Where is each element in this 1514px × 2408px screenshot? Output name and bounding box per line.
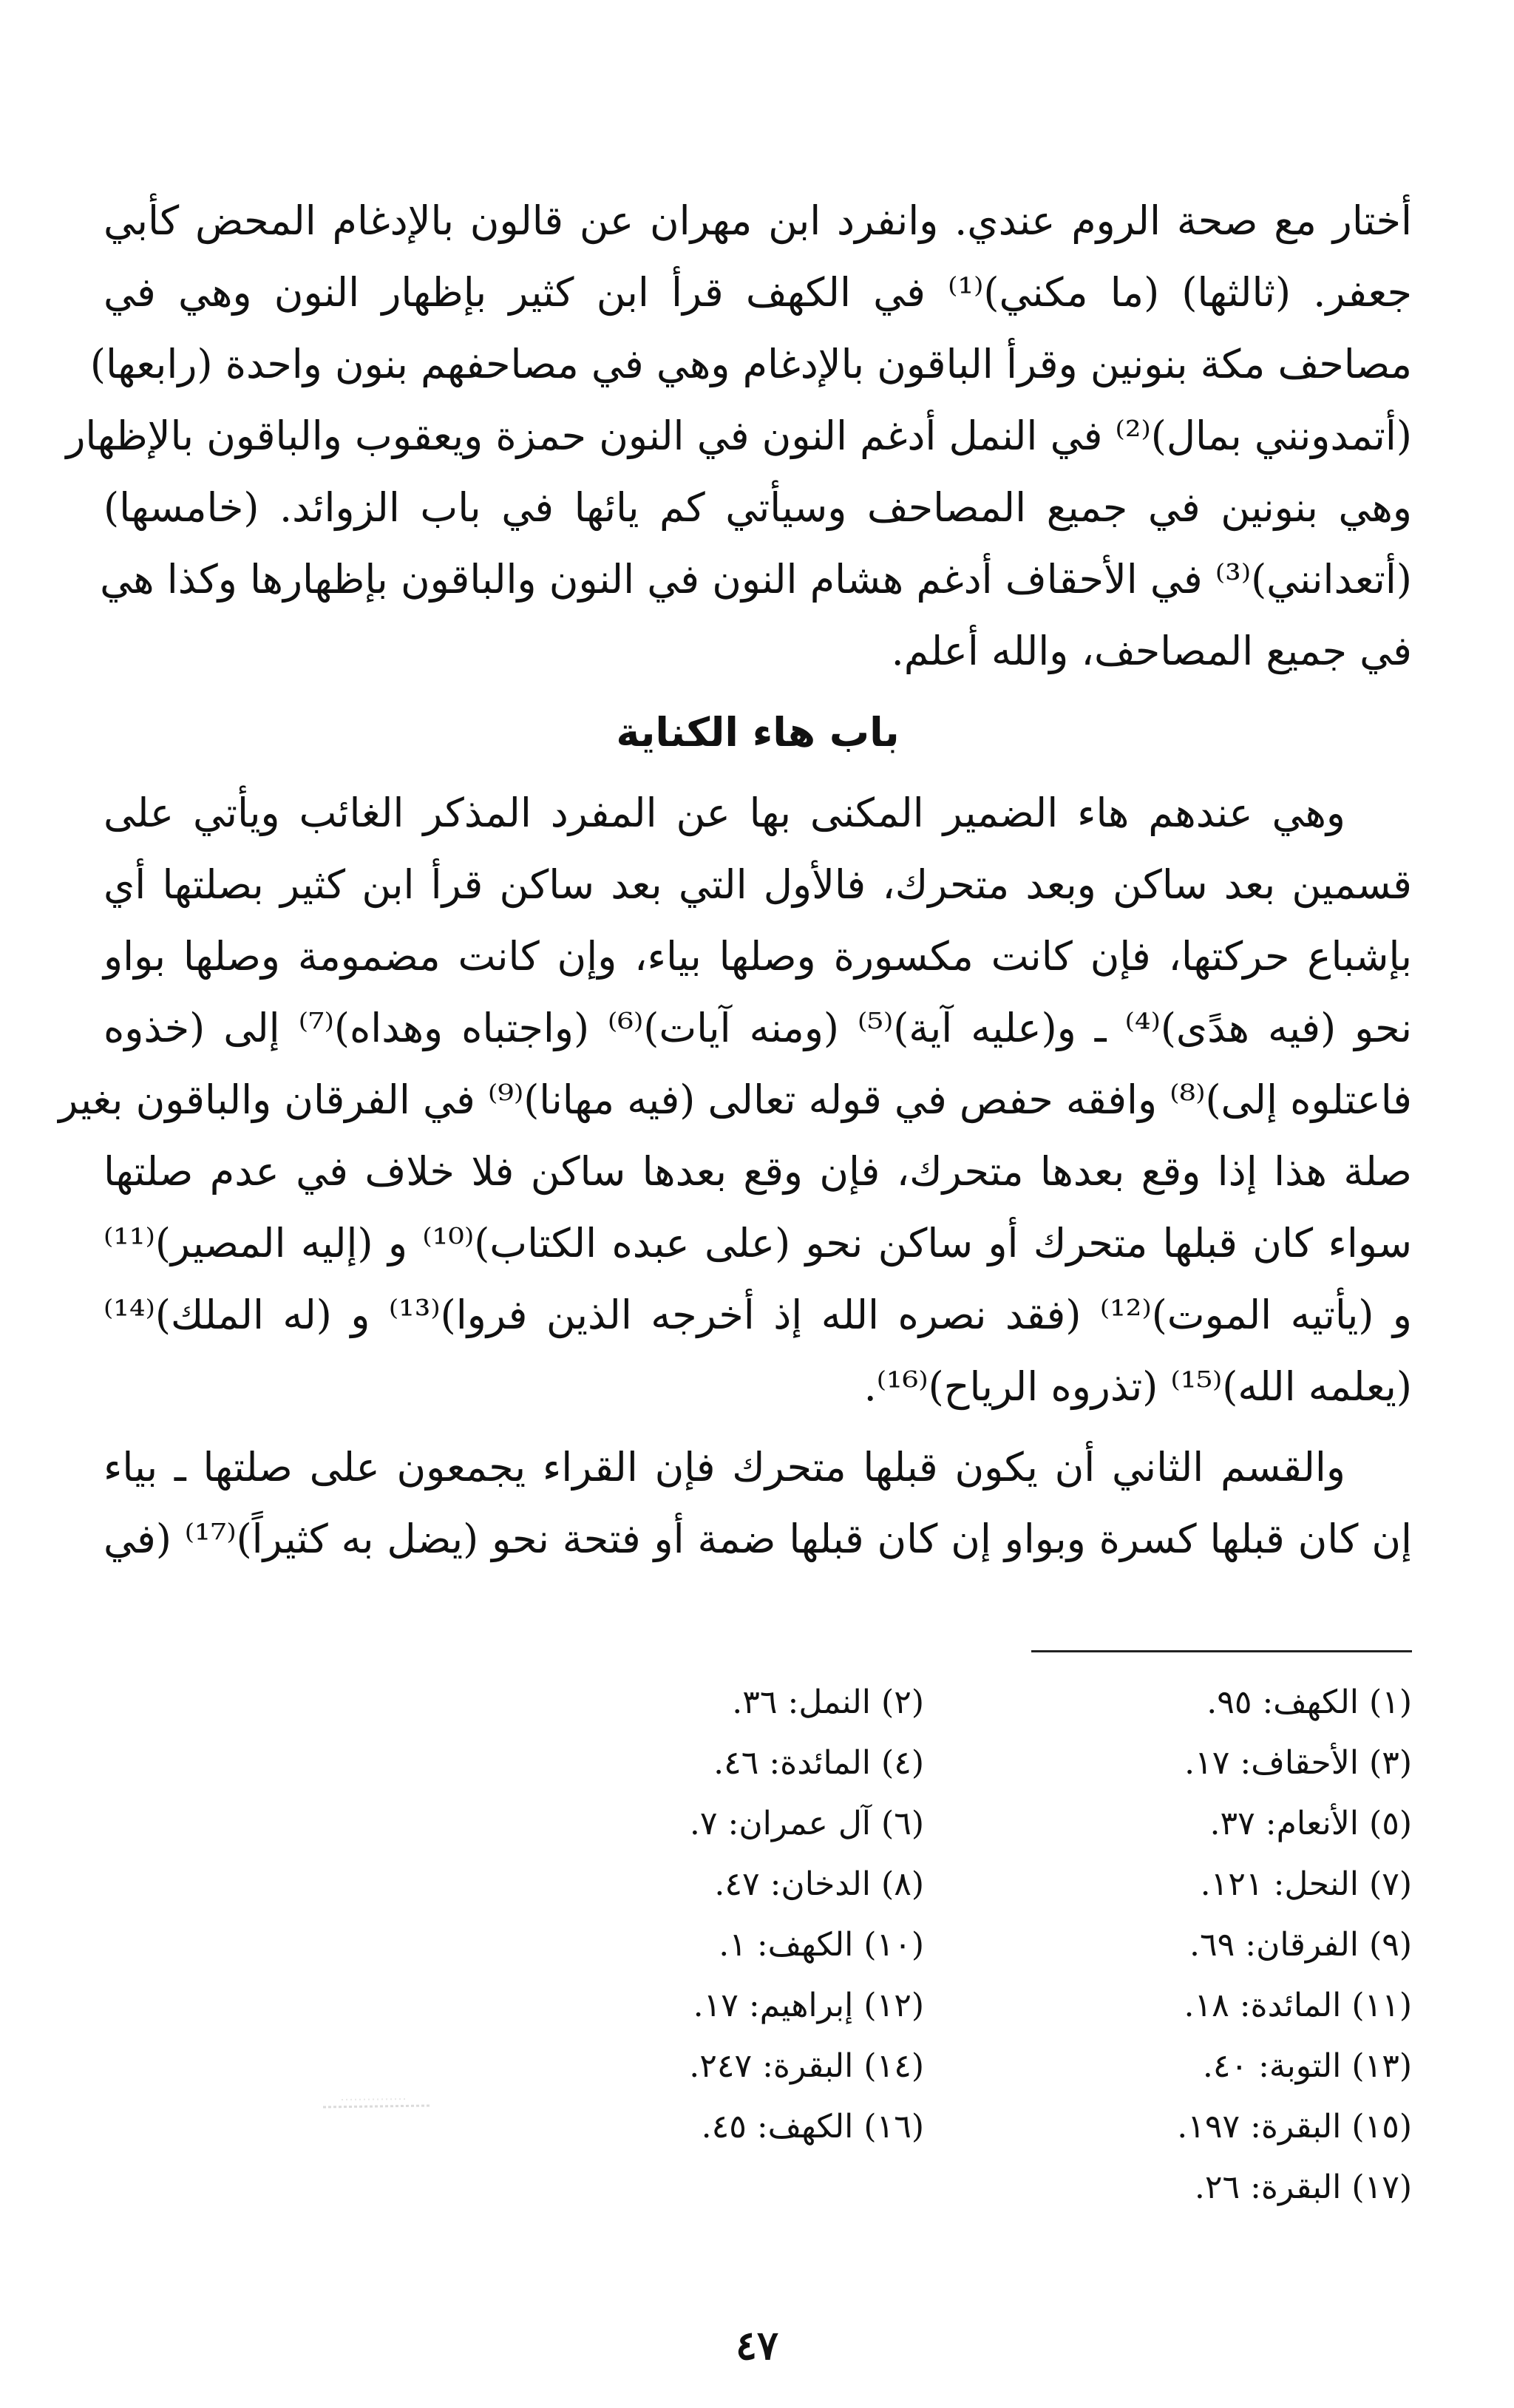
footnote: (١٦) الكهف: ٤٥. xyxy=(701,2108,924,2146)
text-line: فاعتلوه إلى)⁽⁸⁾ وافقه حفص في قوله تعالى (فيه مهانا)⁽⁹⁾ في الفرقان والباقون بغير xyxy=(58,1076,1412,1123)
footnote-row xyxy=(473,1672,1412,1733)
footnote-row xyxy=(473,2157,1412,2218)
text-line: وهي بنونين في جميع المصاحف وسيأتي كم يائها في باب الزوائد. (خامسها) xyxy=(103,484,1412,531)
footnote-row xyxy=(473,1794,1412,1854)
paragraph-2 xyxy=(58,777,1412,1422)
footnote: (١١) المائدة: ١٨. xyxy=(1184,1987,1412,2024)
footnote: (١٢) إبراهيم: ١٧. xyxy=(693,1987,924,2024)
text-line: وهي عندهم هاء الضمير المكنى بها عن المفرد المذكر الغائب ويأتي على xyxy=(103,790,1345,836)
text-line: أختار مع صحة الروم عندي. وانفرد ابن مهران عن قالون بالإدغام المحض كأبي xyxy=(103,197,1412,244)
footnote-row xyxy=(473,1733,1412,1794)
text-line: (أتعدانني)⁽³⁾ في الأحقاف أدغم هشام النون في النون والباقون بإظهارها وكذا هي xyxy=(100,556,1412,603)
footnote-row xyxy=(473,1915,1412,1975)
footnote-row xyxy=(473,1975,1412,2036)
text-line: نحو (فيه هدًى)⁽⁴⁾ ـ و(عليه آية)⁽⁵⁾ (ومنه آيات)⁽⁶⁾ (واجتباه وهداه)⁽⁷⁾ إلى (خذوه xyxy=(103,1005,1412,1051)
footnote: (٥) الأنعام: ٣٧. xyxy=(1209,1805,1412,1842)
footnote: (١) الكهف: ٩٥. xyxy=(1206,1683,1412,1721)
footnote-row xyxy=(473,1854,1412,1915)
footnote: (٧) النحل: ١٢١. xyxy=(1200,1865,1412,1903)
footnotes xyxy=(473,1672,1412,2218)
footnote: (٩) الفرقان: ٦٩. xyxy=(1189,1926,1412,1964)
footnote: (٦) آل عمران: ٧. xyxy=(689,1805,924,1842)
text-line: صلة هذا إذا وقع بعدها متحرك، فإن وقع بعدها ساكن فلا خلاف في عدم صلتها xyxy=(103,1148,1412,1195)
text-line: في جميع المصاحف، والله أعلم. xyxy=(891,628,1412,674)
text-line: إن كان قبلها كسرة وبواو إن كان قبلها ضمة أو فتحة نحو (يضل به كثيراً)⁽¹⁷⁾ (في xyxy=(103,1516,1412,1562)
text-line: (يعلمه الله)⁽¹⁵⁾ (تذروه الرياح)⁽¹⁶⁾. xyxy=(863,1363,1412,1410)
text-line: بإشباع حركتها، فإن كانت مكسورة وصلها بياء، وإن كانت مضمومة وصلها بواو xyxy=(103,933,1412,980)
footnote-row xyxy=(473,2036,1412,2097)
footnote: (١٤) البقرة: ٢٤٧. xyxy=(689,2047,924,2085)
footnote xyxy=(481,2157,924,2218)
page-number: ٤٧ xyxy=(735,2321,778,2369)
text-line: قسمين بعد ساكن وبعد متحرك، فالأول التي بعد ساكن قرأ ابن كثير بصلتها أي xyxy=(103,861,1412,908)
footnote-divider xyxy=(1031,1650,1412,1652)
text-line: جعفر. (ثالثها) (ما مكني)⁽¹⁾ في الكهف قرأ ابن كثير بإظهار النون وهي في xyxy=(103,269,1412,316)
footnote: (١٥) البقرة: ١٩٧. xyxy=(1177,2108,1412,2146)
paragraph-1 xyxy=(66,185,1412,687)
text-line: والقسم الثاني أن يكون قبلها متحرك فإن القراء يجمعون على صلتها ـ بياء xyxy=(103,1444,1345,1490)
text-line: مصاحف مكة بنونين وقرأ الباقون بالإدغام وهي في مصاحفهم بنون واحدة (رابعها) xyxy=(89,341,1412,387)
main-text xyxy=(58,185,1412,1575)
footnote: (٨) الدخان: ٤٧. xyxy=(714,1865,924,1903)
text-line: (أتمدونني بمال)⁽²⁾ في النمل أدغم النون في النون حمزة ويعقوب والباقون بالإظهار xyxy=(66,413,1412,459)
footnote: (١٠) الكهف: ١. xyxy=(719,1926,924,1964)
section-heading: باب هاء الكناية xyxy=(616,709,900,756)
text-line: و (يأتيه الموت)⁽¹²⁾ (فقد نصره الله إذ أخرجه الذين فروا)⁽¹³⁾ و (له الملك)⁽¹⁴⁾ xyxy=(103,1292,1412,1338)
footnote: (١٣) التوبة: ٤٠. xyxy=(1202,2047,1412,2085)
footnote: (٤) المائدة: ٤٦. xyxy=(713,1744,924,1782)
footnote: (٢) النمل: ٣٦. xyxy=(732,1683,924,1721)
paragraph-3 xyxy=(103,1431,1412,1575)
footnote: (١٧) البقرة: ٢٦. xyxy=(1194,2168,1412,2206)
scan-smudge xyxy=(319,2092,438,2120)
text-line: سواء كان قبلها متحرك أو ساكن نحو (على عبده الكتاب)⁽¹⁰⁾ و (إليه المصير)⁽¹¹⁾ xyxy=(103,1220,1412,1266)
footnote: (٣) الأحقاف: ١٧. xyxy=(1184,1744,1412,1782)
footnote-row xyxy=(473,2097,1412,2157)
